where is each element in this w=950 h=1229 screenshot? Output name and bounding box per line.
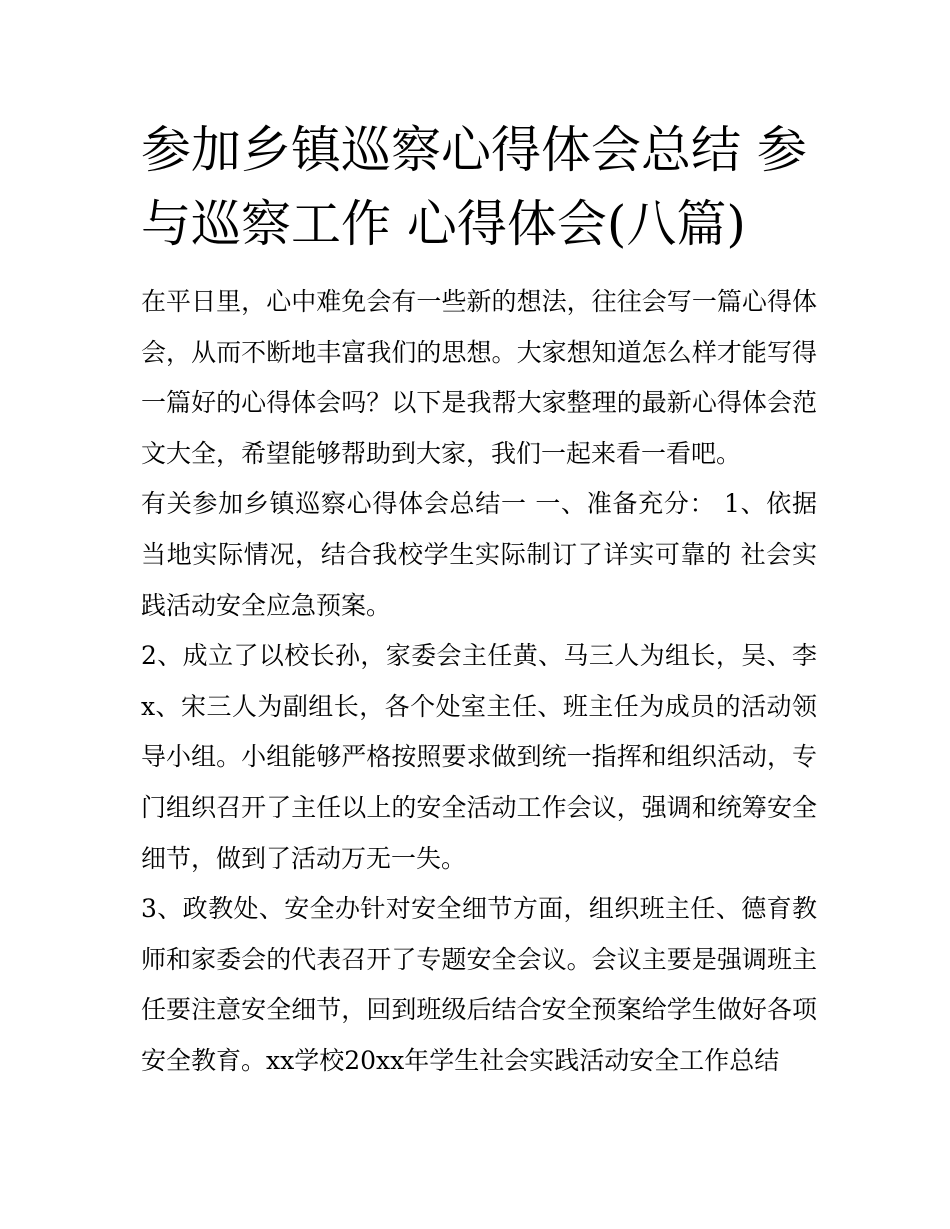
document-title: 参加乡镇巡察心得体会总结 参与巡察工作 心得体会(八篇) — [141, 121, 807, 253]
section-one-paragraph: 有关参加乡镇巡察心得体会总结一 一、准备充分： 1、依据当地实际情况，结合我校学生实际制订了详实可靠的 社会实践活动安全应急预案。 — [141, 489, 817, 620]
item-three-paragraph: 3、政教处、安全办针对安全细节方面，组织班主任、德育教师和家委会的代表召开了专题安全会议。会议主要是强调班主任要注意安全细节，回到班级后结合安全预案给学生做好各项安全教育。xx学校20xx年学生社会实践活动安全工作总结 — [141, 894, 817, 1075]
intro-paragraph: 在平日里，心中难免会有一些新的想法，往往会写一篇心得体会，从而不断地丰富我们的思想。大家想知道怎么样才能写得一篇好的心得体会吗？以下是我帮大家整理的最新心得体会范文大全，希望能够帮助到大家，我们一起来看一看吧。 — [141, 287, 817, 468]
document-body — [141, 277, 817, 1087]
item-two-paragraph: 2、成立了以校长孙，家委会主任黄、马三人为组长，吴、李x、宋三人为副组长，各个处室主任、班主任为成员的活动领导小组。小组能够严格按照要求做到统一指挥和组织活动，专门组织召开了主任以上的安全活动工作会议，强调和统筹安全细节，做到了活动万无一失。 — [141, 641, 817, 873]
